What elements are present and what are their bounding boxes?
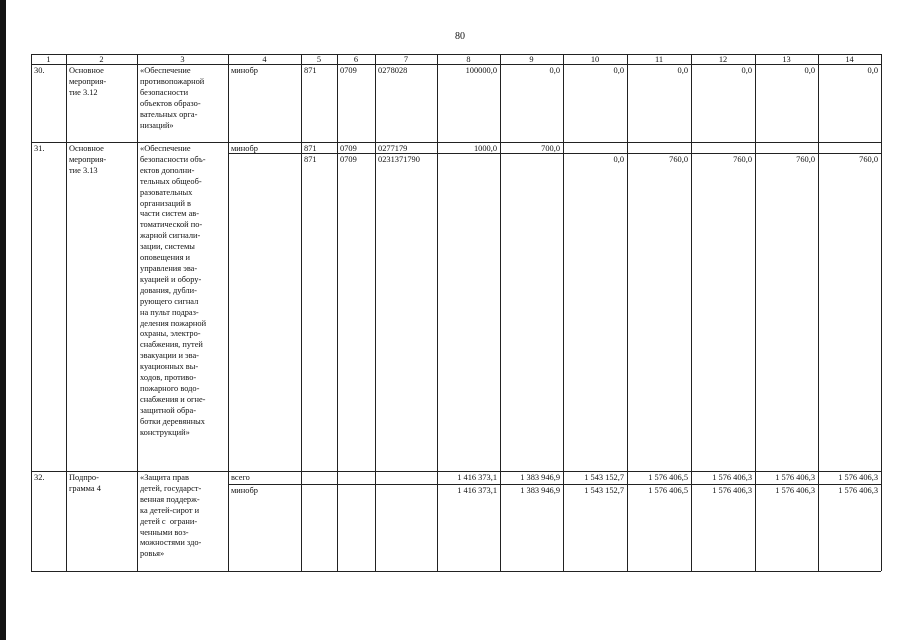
cell-col-14: 1 576 406,3 [838, 473, 878, 482]
table-column-rule [563, 54, 564, 571]
cell-col-8: 1 416 373,1 [457, 486, 497, 495]
table-row-rule [31, 571, 881, 572]
measure-description: «Обеспечение безопасности объ- ектов дополни- тельных общеоб- разовательных организаций в части систем ав- томатической по- жарной сигнали- зации, системы оповещения и управления эва- куацией и обору- дования, дубли- рующего сигнал на пульт подраз- деления пожарной охраны, электро- снабжения, путей эвакуации и эва- куационных вы- ходов, противо- пожарного водо- снабжения и огне- защитной обра- ботки деревянных конструкций» [140, 144, 207, 437]
table-column-rule [228, 54, 229, 571]
cell-col-7: 0277179 [378, 144, 408, 153]
cell-col-9: 700,0 [541, 144, 560, 153]
cell-col-4: минобр [231, 486, 258, 495]
column-header-8: 8 [466, 55, 471, 64]
measure-description: «Защита прав детей, государст- венная поддерж- ка детей-сирот и детей с ограни- ченными воз- можностями здо- ровья» [140, 473, 202, 559]
cell-col-12: 0,0 [741, 66, 752, 75]
cell-col-13: 0,0 [804, 66, 815, 75]
table-column-rule [500, 54, 501, 571]
cell-col-6: 0709 [340, 144, 357, 153]
cell-col-6: 0709 [340, 66, 357, 75]
cell-col-12: 1 576 406,3 [712, 486, 752, 495]
table-column-rule [818, 54, 819, 571]
table-column-rule [881, 54, 882, 571]
cell-col-4: всего [231, 473, 250, 482]
column-header-1: 1 [46, 55, 51, 64]
row-number: 30. [34, 66, 45, 75]
measure-name: Основное мероприя- тие 3.12 [69, 66, 107, 97]
column-header-5: 5 [316, 55, 322, 64]
cell-col-5: 871 [304, 66, 317, 75]
cell-col-11: 760,0 [669, 155, 688, 164]
column-header-9: 9 [529, 55, 534, 64]
cell-col-12: 760,0 [733, 155, 752, 164]
row-number: 31. [34, 144, 45, 153]
table-row-rule [31, 471, 881, 472]
cell-col-7: 0231371790 [378, 155, 420, 164]
table-column-rule [301, 54, 302, 571]
cell-col-14: 760,0 [859, 155, 878, 164]
column-header-10: 10 [590, 55, 600, 64]
binding-edge [0, 0, 6, 640]
measure-description: «Обеспечение противопожарной безопасности объектов образо- вательных орга- низаций» [140, 66, 205, 130]
cell-col-7: 0278028 [378, 66, 408, 75]
cell-col-11: 0,0 [677, 66, 688, 75]
table-column-rule [375, 54, 376, 571]
column-header-3: 3 [180, 55, 185, 64]
cell-col-13: 760,0 [796, 155, 815, 164]
cell-col-9: 0,0 [549, 66, 560, 75]
cell-col-5: 871 [304, 155, 317, 164]
column-header-7: 7 [403, 55, 409, 64]
cell-col-4: минобр [231, 144, 258, 153]
table-column-rule [31, 54, 32, 571]
cell-col-10: 1 543 152,7 [584, 486, 624, 495]
column-header-12: 12 [718, 55, 728, 64]
cell-col-10: 1 543 152,7 [584, 473, 624, 482]
table-column-rule [627, 54, 628, 571]
column-header-4: 4 [262, 55, 267, 64]
column-header-2: 2 [99, 55, 104, 64]
cell-col-14: 1 576 406,3 [838, 486, 878, 495]
table-row-rule [31, 142, 881, 143]
table-column-rule [137, 54, 138, 571]
cell-col-9: 1 383 946,9 [520, 486, 560, 495]
cell-col-11: 1 576 406,5 [648, 486, 688, 495]
table-column-rule [437, 54, 438, 571]
measure-name: Подпро- грамма 4 [69, 473, 101, 493]
table-column-rule [337, 54, 338, 571]
page-number: 80 [455, 31, 465, 42]
cell-col-10: 0,0 [613, 155, 624, 164]
cell-col-5: 871 [304, 144, 317, 153]
row-number: 32. [34, 473, 45, 482]
column-header-13: 13 [782, 55, 791, 64]
cell-col-12: 1 576 406,3 [712, 473, 752, 482]
cell-col-13: 1 576 406,3 [775, 486, 815, 495]
table-column-rule [691, 54, 692, 571]
cell-col-14: 0,0 [867, 66, 878, 75]
cell-col-8: 1 416 373,1 [457, 473, 497, 482]
table-subrow-rule [228, 484, 881, 485]
cell-col-10: 0,0 [613, 66, 624, 75]
cell-col-11: 1 576 406,5 [648, 473, 688, 482]
column-header-11: 11 [654, 55, 664, 64]
column-header-14: 14 [845, 55, 854, 64]
table-column-rule [66, 54, 67, 571]
cell-col-8: 1000,0 [473, 144, 497, 153]
cell-col-6: 0709 [340, 155, 357, 164]
cell-col-4: минобр [231, 66, 258, 75]
column-header-6: 6 [353, 55, 359, 64]
cell-col-9: 1 383 946,9 [520, 473, 560, 482]
table-column-rule [755, 54, 756, 571]
cell-col-13: 1 576 406,3 [775, 473, 815, 482]
measure-name: Основное мероприя- тие 3.13 [69, 144, 107, 175]
cell-col-8: 100000,0 [465, 66, 497, 75]
